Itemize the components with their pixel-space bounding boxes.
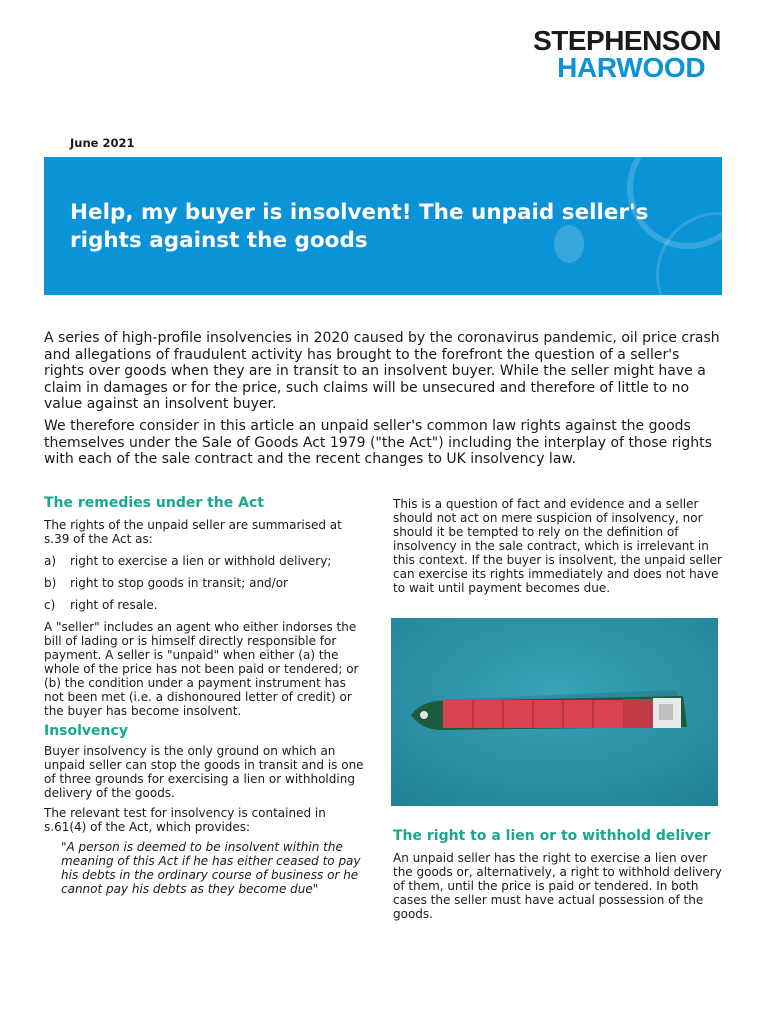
list-marker: a) (44, 554, 57, 568)
remedies-intro: The rights of the unpaid seller are summarised at s.39 of the Act as: (44, 518, 342, 546)
intro-paragraph-1: A series of high-profile insolvencies in 2020 caused by the coronavirus pandemic, oil price crash and allegations of fraudulent activity has brought to the forefront the question of a seller's rights over goods when they are in transit to an insolvent buyer. While the seller might have a claim in damages or for the price, such claims will be unsecured and therefore of little to no value against an insolvent buyer. (44, 330, 720, 412)
lien-heading: The right to a lien or to withhold deliver (393, 828, 711, 844)
left-column (44, 496, 369, 896)
list-item (44, 576, 369, 590)
remedies-heading: The remedies under the Act (44, 495, 264, 511)
stephenson-harwood-logo (533, 25, 721, 83)
cargo-ship-photo (391, 618, 718, 806)
right-column-bottom (393, 829, 723, 921)
publication-date: June 2021 (70, 136, 135, 150)
title-banner (44, 157, 722, 295)
list-item (44, 598, 369, 612)
logo-line-1: STEPHENSON (533, 25, 721, 56)
insolvency-paragraph-2: The relevant test for insolvency is contained in s.61(4) of the Act, which provides: (44, 806, 326, 834)
lien-paragraph: An unpaid seller has the right to exercise a lien over the goods or, alternatively, a right to withhold delivery of them, until the price is paid or tendered. In both cases the seller must have actual possession of the goods. (393, 851, 722, 921)
list-marker: b) (44, 576, 57, 590)
right-column-top (393, 497, 723, 595)
intro-paragraph-2: We therefore consider in this article an unpaid seller's common law rights against the goods themselves under the Sale of Goods Act 1979 ("the Act") including the interplay of those rights with each of the sale contract and the recent changes to UK insolvency law. (44, 418, 712, 467)
evidence-paragraph: This is a question of fact and evidence and a seller should not act on mere suspicion of insolvency, nor should it be tempted to rely on the definition of insolvency in the sale contract, which is irrelevant in this context. If the buyer is insolvent, the unpaid seller can exercise its rights immediately and does not have to wait until payment becomes due. (393, 497, 722, 595)
insolvency-heading: Insolvency (44, 723, 128, 739)
insolvency-quote: "A person is deemed to be insolvent within the meaning of this Act if he has either ceased to pay his debts in the ordinary course of business or he cannot pay his debts as they become due" (61, 840, 361, 896)
insolvency-paragraph-1: Buyer insolvency is the only ground on which an unpaid seller can stop the goods in transit and is one of three grounds for exercising a lien or withholding delivery of the goods. (44, 744, 364, 800)
article-title: Help, my buyer is insolvent! The unpaid seller's rights against the goods (70, 200, 649, 253)
list-item (44, 554, 369, 568)
list-item-text: right to exercise a lien or withhold delivery; (70, 554, 332, 568)
seller-definition: A "seller" includes an agent who either indorses the bill of lading or is himself directly responsible for payment. A seller is "unpaid" when either (a) the whole of the price has not been paid or tendered; or (b) the condition under a payment instrument has not been met (i.e. a dishonoured letter of credit) or the buyer has become insolvent. (44, 620, 359, 718)
list-item-text: right to stop goods in transit; and/or (70, 576, 288, 590)
list-item-text: right of resale. (70, 598, 158, 612)
list-marker: c) (44, 598, 56, 612)
logo-line-2: HARWOOD (557, 51, 706, 83)
